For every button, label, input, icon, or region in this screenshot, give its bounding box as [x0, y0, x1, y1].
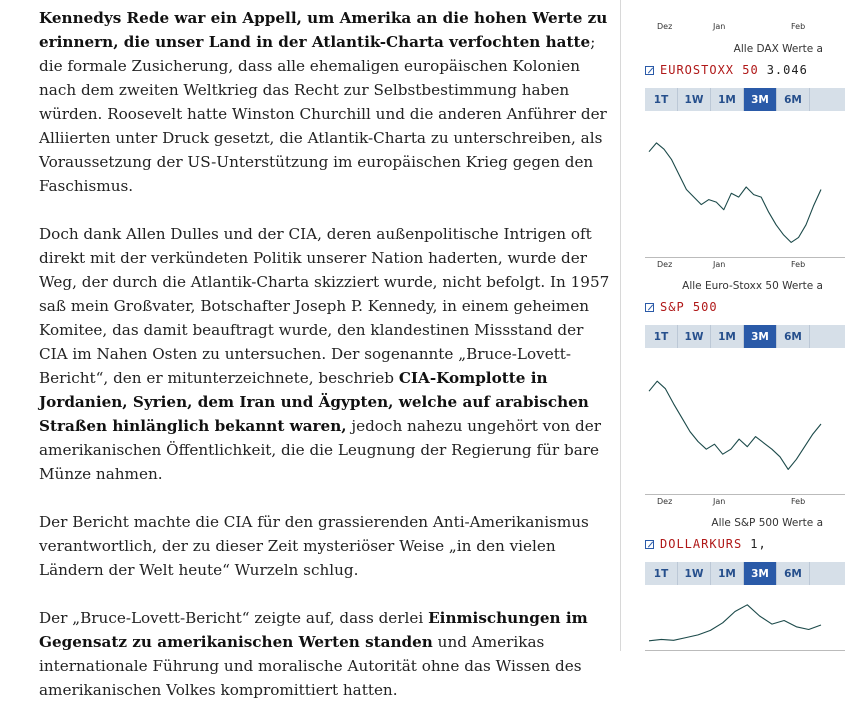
checkbox-icon[interactable]	[645, 66, 654, 75]
timeframe-button-1w[interactable]: 1W	[678, 325, 711, 348]
paragraph-text: Doch dank Allen Dulles und der CIA, deren außenpolitische Intrigen oft direkt mit der verkündeten Politik unserer Nation haderten, wurde der Weg, der durch die Atlantik-Charta skizziert wurde, nicht befolgt. In 1957 saß mein Großvater, Botschafter Joseph P. Kennedy, in einem geheimen Komitee, das damit beauftragt wurde, den klandestinen Missstand der CIA im Nahen Osten zu untersuchen. Der sogenannte „Bruce-Lovett-Bericht“, den er mitunterzeichnete, beschrieb	[39, 225, 610, 387]
chart-svg	[645, 353, 845, 495]
article-paragraph	[39, 6, 614, 198]
chart-dollarkurs	[645, 590, 845, 651]
all-values-link[interactable]: Alle DAX Werte a	[733, 43, 823, 55]
series-line	[649, 381, 821, 469]
article-body	[39, 6, 614, 726]
timeframe-button-1m[interactable]: 1M	[711, 88, 744, 111]
chart-x-axis-labels	[621, 22, 851, 34]
timeframe-button-3m[interactable]: 3M	[744, 562, 777, 585]
timeframe-buttons-dollarkurs	[645, 562, 845, 585]
timeframe-button-1t[interactable]: 1T	[645, 562, 678, 585]
checkbox-icon[interactable]	[645, 303, 654, 312]
x-tick-label: Dez	[657, 497, 673, 506]
ticker-header-eurostoxx[interactable]	[645, 63, 808, 77]
all-values-link[interactable]: Alle Euro-Stoxx 50 Werte a	[682, 280, 823, 292]
ticker-header-dollarkurs[interactable]	[645, 537, 767, 551]
x-tick-label: Feb	[791, 22, 806, 31]
timeframe-button-1t[interactable]: 1T	[645, 88, 678, 111]
timeframe-button-6m[interactable]: 6M	[777, 325, 810, 348]
article-paragraph	[39, 510, 614, 582]
chart-sp500	[645, 353, 845, 495]
ticker-header-sp500[interactable]	[645, 300, 718, 314]
chart-x-axis-labels	[621, 260, 851, 272]
paragraph-text: ; die formale Zusicherung, dass alle ehemaligen europäischen Kolonien nach dem zweiten Weltkrieg das Recht zur Selbstbestimmung haben würden. Roosevelt hatte Winston Churchill und die anderen Anführer der Alliierten unter Druck gesetzt, die Atlantik-Charta zu unterschreiben, als Voraussetzung der US-Unterstützung im europäischen Krieg gegen den Faschismus.	[39, 33, 607, 195]
timeframe-button-3m[interactable]: 3M	[744, 325, 777, 348]
paragraph-text: Der „Bruce-Lovett-Bericht“ zeigte auf, dass derlei	[39, 609, 429, 627]
chart-x-axis-labels	[621, 497, 851, 509]
timeframe-button-6m[interactable]: 6M	[777, 562, 810, 585]
series-line	[649, 143, 821, 243]
x-tick-label: Feb	[791, 260, 806, 269]
timeframe-button-6m[interactable]: 6M	[777, 88, 810, 111]
timeframe-button-1w[interactable]: 1W	[678, 562, 711, 585]
all-values-link[interactable]: Alle S&P 500 Werte a	[711, 517, 823, 529]
timeframe-buttons-eurostoxx	[645, 88, 845, 111]
paragraph-text: und Amerikas internationale Führung und moralische Autorität ohne das Wissen des amerikanischen Volkes kompromittiert hatten.	[39, 633, 582, 699]
chart-eurostoxx	[645, 116, 845, 258]
article-paragraph	[39, 222, 614, 486]
x-tick-label: Jan	[713, 497, 726, 506]
paragraph-text: Der Bericht machte die CIA für den grassierenden Anti-Amerikanismus verantwortlich, der zu dieser Zeit mysteriöser Weise „in den vielen Ländern der Welt heute“ Wurzeln schlug.	[39, 513, 589, 579]
bold-text: Einmischungen im Gegensatz zu amerikanischen Werten standen	[39, 609, 588, 651]
ticker-value: 1,	[750, 537, 767, 551]
x-tick-label: Feb	[791, 497, 806, 506]
bold-text: CIA-Komplotte in Jordanien, Syrien, dem Iran und Ägypten, welche auf arabischen Straßen hinlänglich bekannt waren,	[39, 369, 589, 435]
timeframe-button-1m[interactable]: 1M	[711, 562, 744, 585]
bold-text: Kennedys Rede war ein Appell, um Amerika an die hohen Werte zu erinnern, die unser Land in der Atlantik-Charta verfochten hatte	[39, 9, 608, 51]
x-tick-label: Jan	[713, 22, 726, 31]
x-tick-label: Jan	[713, 260, 726, 269]
market-sidebar	[621, 0, 823, 651]
ticker-value: 3.046	[766, 63, 808, 77]
ticker-name[interactable]: DOLLARKURS	[660, 537, 743, 551]
timeframe-buttons-sp500	[645, 325, 845, 348]
chart-svg	[645, 116, 845, 258]
timeframe-button-3m[interactable]: 3M	[744, 88, 777, 111]
x-tick-label: Dez	[657, 22, 673, 31]
ticker-name[interactable]: S&P 500	[660, 300, 718, 314]
ticker-name[interactable]: EUROSTOXX 50	[660, 63, 759, 77]
series-line	[649, 605, 821, 641]
chart-svg	[645, 590, 845, 651]
timeframe-button-1m[interactable]: 1M	[711, 325, 744, 348]
checkbox-icon[interactable]	[645, 540, 654, 549]
timeframe-button-1t[interactable]: 1T	[645, 325, 678, 348]
x-tick-label: Dez	[657, 260, 673, 269]
article-paragraph	[39, 606, 614, 702]
timeframe-button-1w[interactable]: 1W	[678, 88, 711, 111]
paragraph-text: jedoch nahezu ungehört von der amerikanischen Öffentlichkeit, die die Leugnung der Regierung für bare Münze nahmen.	[39, 417, 601, 483]
